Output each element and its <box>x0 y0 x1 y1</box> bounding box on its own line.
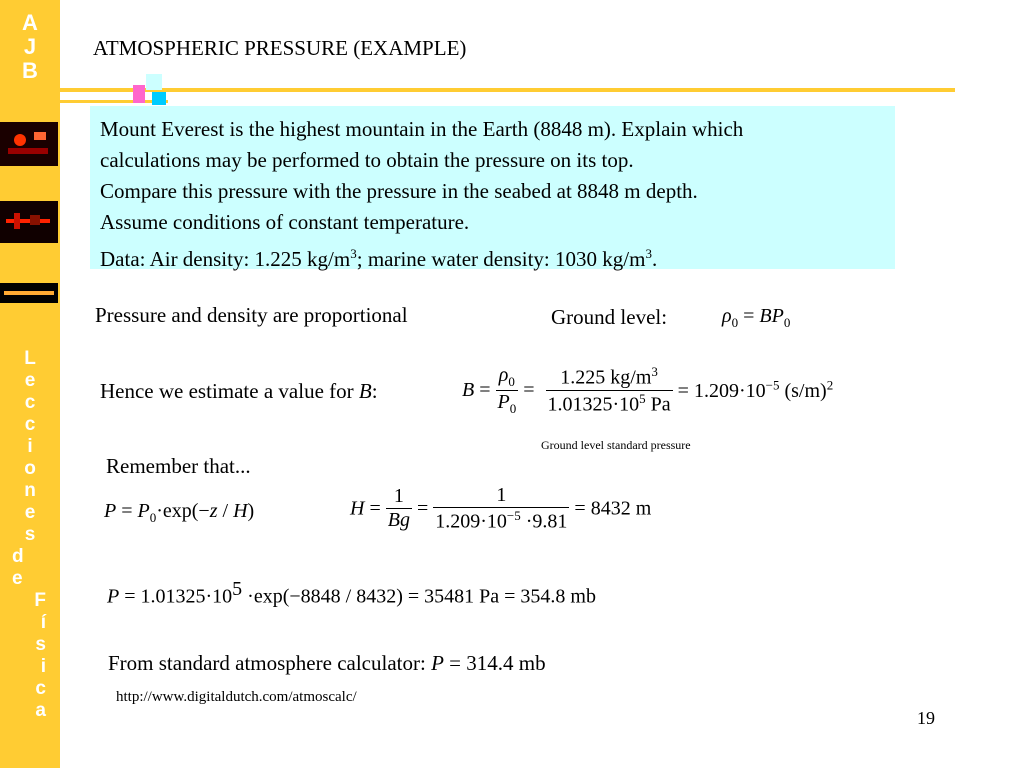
vertical-letter: s <box>24 524 36 545</box>
decor-line-top <box>60 88 955 92</box>
vertical-letter: L <box>24 348 36 369</box>
vertical-letter: o <box>24 458 36 479</box>
ground-standard-note: Ground level standard pressure <box>541 438 691 452</box>
thumbnail-image-3 <box>0 283 58 303</box>
decor-square-light <box>146 74 162 90</box>
estimate-text: Hence we estimate a value for B: <box>100 379 378 403</box>
vertical-letter: i <box>27 436 33 457</box>
remember-text: Remember that... <box>106 454 251 478</box>
vertical-letter: í <box>40 612 46 633</box>
spectrum-photo-icon <box>0 201 58 243</box>
thumbnail-image-1 <box>0 122 58 166</box>
problem-line: Compare this pressure with the pressure in the seabed at 8848 m depth. <box>100 179 698 203</box>
pressure-exponential-equation: $P = P_0\cdot\exp(-z / H)$ <box>104 500 255 525</box>
vertical-letter: e <box>24 370 36 391</box>
reference-link[interactable]: http://www.digitaldutch.com/atmoscalc/ <box>116 689 357 705</box>
problem-line: calculations may be performed to obtain the pressure on its top. <box>100 148 634 172</box>
light-strip-icon <box>0 283 58 303</box>
problem-statement-box <box>90 106 895 269</box>
problem-line: Assume conditions of constant temperature. <box>100 210 470 234</box>
H-equation: H = $\frac{1}{Bg}$ = $\frac{1}{1.209\cdot 10^{-5} \cdot 9.81}$ = 8432 m <box>350 484 652 533</box>
decor-square-pink <box>133 85 145 103</box>
vertical-letter: a <box>35 700 46 721</box>
calculator-result: From standard atmosphere calculator: P = 314.4 mb <box>108 651 546 675</box>
B-equation: B = $\frac{\rho_0}{P_0}$ = $\frac{1.225 kg/m^3}{1.01325\cdot 10^5 Pa}$ = $1.209\cdot 10^{-5}$ $(s/m)^2$ <box>462 364 834 416</box>
vertical-letter: e <box>12 568 23 589</box>
vertical-letter: c <box>35 678 46 699</box>
vertical-letter: s <box>35 634 46 655</box>
ground-level-label: Ground level: <box>551 305 668 329</box>
problem-line: Mount Everest is the highest mountain in the Earth (8848 m). Explain which <box>100 117 744 141</box>
logo-letter: J <box>23 34 37 59</box>
vertical-letter: c <box>24 414 36 435</box>
page-title: ATMOSPHERIC PRESSURE (EXAMPLE) <box>93 36 467 60</box>
vertical-letter: i <box>40 656 46 677</box>
vertical-letter: d <box>12 546 24 567</box>
vertical-course-title <box>0 348 60 722</box>
problem-line-data: Data: Air density: 1.225 $kg/m^3$; marine water density: 1030 $kg/m^3$. <box>100 246 658 271</box>
lab-photo-icon <box>0 122 58 166</box>
vertical-letter: e <box>24 502 36 523</box>
vertical-letter: n <box>24 480 36 501</box>
proportional-statement: Pressure and density are proportional <box>95 303 408 327</box>
thumbnail-image-2 <box>0 201 58 243</box>
logo-letter: B <box>22 58 38 83</box>
pressure-calculation: $P = 1.01325\cdot 10^5 \cdot\exp(-8848 / 8432) = 35481$ Pa = 354.8 mb <box>107 578 596 608</box>
vertical-letter: F <box>34 590 46 611</box>
decor-square-cyan <box>152 92 166 105</box>
vertical-letter: c <box>24 392 36 413</box>
logo-ajb <box>0 12 60 84</box>
page-number: 19 <box>917 708 935 728</box>
logo-letter: A <box>22 10 38 35</box>
ground-level-equation: $\rho_0 = BP_0$ <box>722 305 791 330</box>
